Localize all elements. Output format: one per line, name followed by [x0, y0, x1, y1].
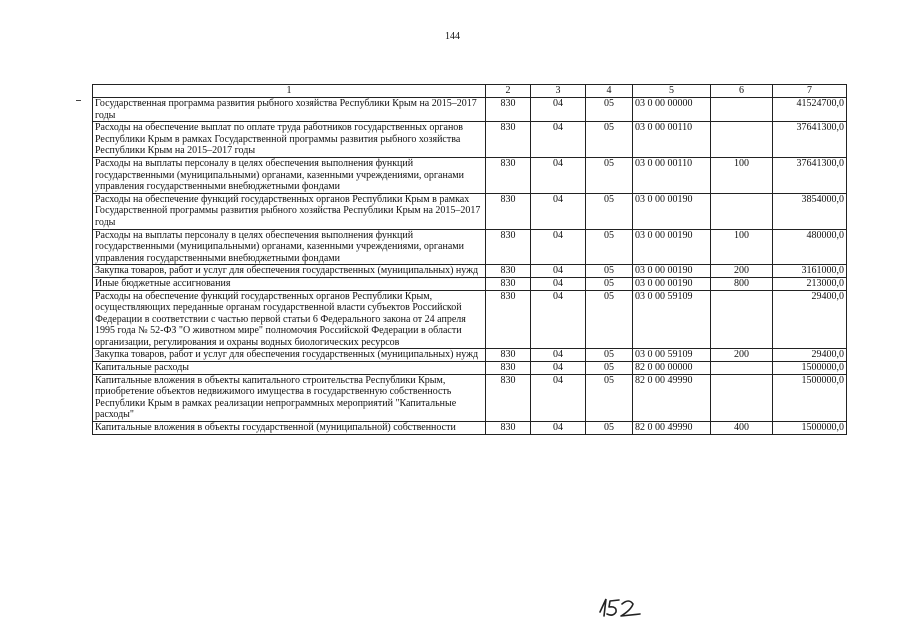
row-amount: 37641300,0: [773, 157, 847, 193]
page-number: 144: [445, 31, 460, 42]
row-ministry: 830: [486, 229, 531, 265]
table-row: [93, 193, 847, 229]
row-ministry: 830: [486, 265, 531, 278]
row-amount: 480000,0: [773, 229, 847, 265]
row-section: 04: [531, 229, 586, 265]
row-ministry: 830: [486, 290, 531, 349]
row-subsection: 05: [586, 349, 633, 362]
row-name: Расходы на выплаты персоналу в целях обеспечения выполнения функций государственными (муниципальными) органами, казенными учреждениями, органами управления государственными внебюджетными фондами: [93, 229, 486, 265]
header-col-3: 3: [531, 85, 586, 98]
row-subsection: 05: [586, 157, 633, 193]
row-subsection: 05: [586, 422, 633, 435]
row-ministry: 830: [486, 193, 531, 229]
row-ministry: 830: [486, 277, 531, 290]
table-row: [93, 349, 847, 362]
row-section: 04: [531, 349, 586, 362]
row-expense-type: 200: [711, 349, 773, 362]
table-row: [93, 362, 847, 375]
row-name: Государственная программа развития рыбного хозяйства Республики Крым на 2015–2017 годы: [93, 98, 486, 122]
row-target-code: 03 0 00 00110: [633, 122, 711, 158]
row-name: Закупка товаров, работ и услуг для обеспечения государственных (муниципальных) нужд: [93, 265, 486, 278]
row-target-code: 03 0 00 59109: [633, 290, 711, 349]
header-col-5: 5: [633, 85, 711, 98]
row-target-code: 03 0 00 00190: [633, 193, 711, 229]
row-subsection: 05: [586, 290, 633, 349]
row-name: Закупка товаров, работ и услуг для обеспечения государственных (муниципальных) нужд: [93, 349, 486, 362]
table-row: [93, 422, 847, 435]
row-section: 04: [531, 374, 586, 421]
row-amount: 29400,0: [773, 349, 847, 362]
row-name: Капитальные расходы: [93, 362, 486, 375]
row-expense-type: [711, 122, 773, 158]
row-expense-type: 400: [711, 422, 773, 435]
row-expense-type: [711, 98, 773, 122]
header-col-6: 6: [711, 85, 773, 98]
header-col-2: 2: [486, 85, 531, 98]
row-amount: 1500000,0: [773, 374, 847, 421]
row-section: 04: [531, 362, 586, 375]
row-ministry: 830: [486, 157, 531, 193]
row-section: 04: [531, 193, 586, 229]
row-section: 04: [531, 277, 586, 290]
table-row: [93, 229, 847, 265]
row-name: Расходы на выплаты персоналу в целях обеспечения выполнения функций государственными (муниципальными) органами, казенными учреждениями, органами управления государственными внебюджетными фондами: [93, 157, 486, 193]
header-row: [93, 85, 847, 98]
row-target-code: 82 0 00 00000: [633, 362, 711, 375]
header-col-7: 7: [773, 85, 847, 98]
row-section: 04: [531, 422, 586, 435]
table-row: [93, 290, 847, 349]
row-expense-type: [711, 193, 773, 229]
row-subsection: 05: [586, 265, 633, 278]
row-subsection: 05: [586, 122, 633, 158]
row-name: Капитальные вложения в объекты государственной (муниципальной) собственности: [93, 422, 486, 435]
row-amount: 1500000,0: [773, 422, 847, 435]
row-amount: 1500000,0: [773, 362, 847, 375]
row-amount: 213000,0: [773, 277, 847, 290]
row-subsection: 05: [586, 374, 633, 421]
row-expense-type: [711, 374, 773, 421]
row-amount: 3161000,0: [773, 265, 847, 278]
row-expense-type: [711, 362, 773, 375]
budget-table: [92, 84, 847, 435]
row-amount: 3854000,0: [773, 193, 847, 229]
row-subsection: 05: [586, 277, 633, 290]
row-target-code: 03 0 00 00000: [633, 98, 711, 122]
table-row: [93, 265, 847, 278]
row-target-code: 82 0 00 49990: [633, 422, 711, 435]
row-expense-type: 100: [711, 157, 773, 193]
row-ministry: 830: [486, 374, 531, 421]
table-row: [93, 98, 847, 122]
table-row: [93, 122, 847, 158]
margin-mark: [76, 100, 81, 101]
row-subsection: 05: [586, 362, 633, 375]
row-target-code: 82 0 00 49990: [633, 374, 711, 421]
row-name: Капитальные вложения в объекты капитального строительства Республики Крым, приобретение объектов недвижимого имущества в государственную собственность Республики Крым в рамках реализации непрограммных мероприятий "Капитальные расходы": [93, 374, 486, 421]
row-name: Расходы на обеспечение функций государственных органов Республики Крым в рамках Государственной программы развития рыбного хозяйства Республики Крым на 2015–2017 годы: [93, 193, 486, 229]
row-name: Иные бюджетные ассигнования: [93, 277, 486, 290]
table-row: [93, 277, 847, 290]
row-target-code: 03 0 00 00190: [633, 265, 711, 278]
row-ministry: 830: [486, 122, 531, 158]
row-section: 04: [531, 290, 586, 349]
header-col-4: 4: [586, 85, 633, 98]
row-subsection: 05: [586, 193, 633, 229]
row-expense-type: 100: [711, 229, 773, 265]
row-amount: 37641300,0: [773, 122, 847, 158]
table-row: [93, 157, 847, 193]
row-section: 04: [531, 265, 586, 278]
row-expense-type: [711, 290, 773, 349]
row-ministry: 830: [486, 98, 531, 122]
row-section: 04: [531, 157, 586, 193]
row-section: 04: [531, 122, 586, 158]
row-ministry: 830: [486, 349, 531, 362]
row-amount: 41524700,0: [773, 98, 847, 122]
handwritten-signature: [595, 594, 655, 620]
row-expense-type: 800: [711, 277, 773, 290]
row-section: 04: [531, 98, 586, 122]
row-expense-type: 200: [711, 265, 773, 278]
header-col-1: 1: [93, 85, 486, 98]
row-subsection: 05: [586, 98, 633, 122]
row-target-code: 03 0 00 59109: [633, 349, 711, 362]
row-target-code: 03 0 00 00190: [633, 277, 711, 290]
row-amount: 29400,0: [773, 290, 847, 349]
row-subsection: 05: [586, 229, 633, 265]
row-target-code: 03 0 00 00190: [633, 229, 711, 265]
row-ministry: 830: [486, 362, 531, 375]
row-name: Расходы на обеспечение функций государственных органов Республики Крым, осуществляющих переданные органам государственной власти субъектов Российской Федерации в соответствии с частью первой статьи 6 Федерального закона от 24 апреля 1995 года № 52-ФЗ "О животном мире" полномочия Российской Федерации в области организации, регулирования и охраны водных биологических ресурсов: [93, 290, 486, 349]
table-row: [93, 374, 847, 421]
row-name: Расходы на обеспечение выплат по оплате труда работников государственных органов Республики Крым в рамках Государственной программы развития рыбного хозяйства Республики Крым на 2015–2017 годы: [93, 122, 486, 158]
row-ministry: 830: [486, 422, 531, 435]
row-target-code: 03 0 00 00110: [633, 157, 711, 193]
